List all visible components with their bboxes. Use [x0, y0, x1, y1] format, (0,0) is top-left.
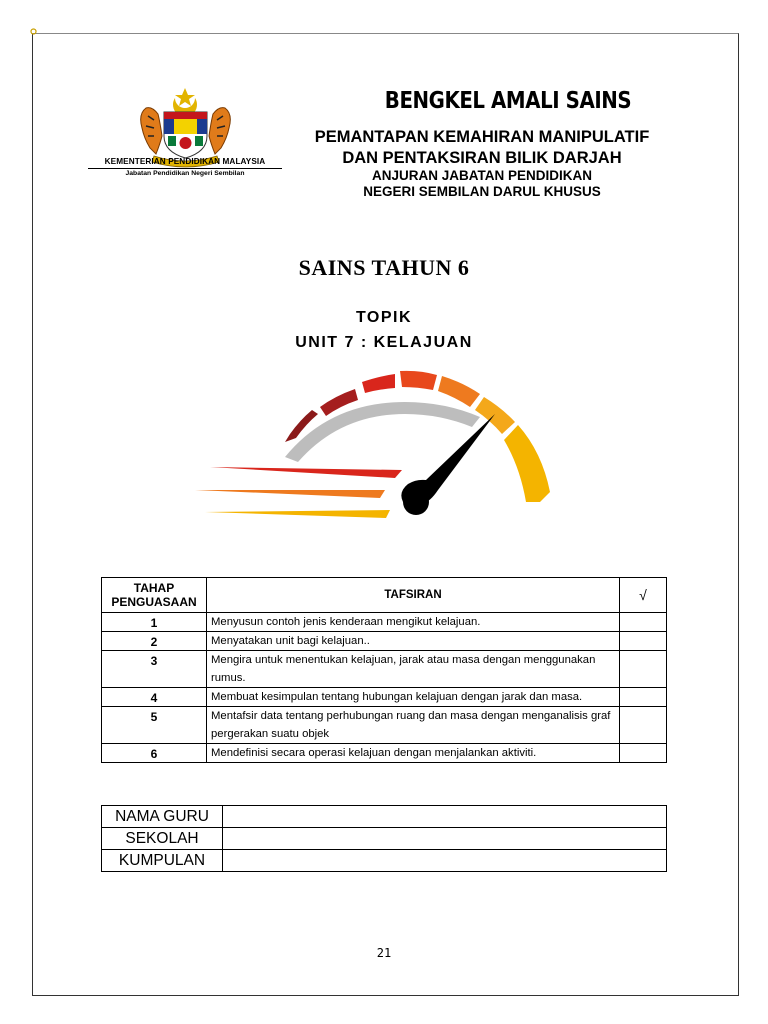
level-number: 5	[102, 707, 207, 744]
level-number: 3	[102, 651, 207, 688]
level-description: Mentafsir data tentang perhubungan ruang dan masa dengan menganalisis graf pergerakan suatu objek	[207, 707, 620, 744]
teacher-name-label: NAMA GURU	[102, 806, 223, 828]
subtitle-line-1: PEMANTAPAN KEMAHIRAN MANIPULATIF	[314, 128, 650, 146]
level-number: 6	[102, 744, 207, 763]
check-cell[interactable]	[620, 613, 667, 632]
topic-label: TOPIK	[355, 309, 413, 326]
level-description: Mengira untuk menentukan kelajuan, jarak atau masa dengan menggunakan rumus.	[207, 651, 620, 688]
info-row-school	[102, 828, 667, 850]
workshop-title: BENGKEL AMALI SAINS	[384, 88, 632, 114]
table-row	[102, 707, 667, 744]
level-number: 2	[102, 632, 207, 651]
department-name: Jabatan Pendidikan Negeri Sembilan	[125, 170, 245, 177]
gauge-segment-4	[400, 371, 437, 390]
gauge-segment-5	[438, 376, 480, 407]
unit-title: UNIT 7 : KELAJUAN	[295, 334, 473, 351]
info-row-group	[102, 850, 667, 872]
level-description: Menyatakan unit bagi kelajuan..	[207, 632, 620, 651]
ministry-caption	[88, 157, 282, 177]
speed-line-orange	[195, 490, 385, 498]
speed-line-red	[210, 467, 402, 478]
info-row-teacher	[102, 806, 667, 828]
gauge-segment-3	[362, 374, 395, 393]
group-field[interactable]	[223, 850, 667, 872]
teacher-name-field[interactable]	[223, 806, 667, 828]
organizer-line-1: ANJURAN JABATAN PENDIDIKAN	[371, 168, 592, 183]
ministry-name: KEMENTERIAN PENDIDIKAN MALAYSIA	[104, 157, 266, 166]
table-row	[102, 613, 667, 632]
interpretation-header: TAFSIRAN	[207, 578, 620, 613]
check-header: √	[620, 578, 667, 613]
mastery-level-table	[101, 577, 667, 763]
speedometer-illustration	[190, 362, 580, 537]
teacher-info-table	[101, 805, 667, 872]
organizer-line-2: NEGERI SEMBILAN DARUL KHUSUS	[363, 184, 601, 199]
level-description: Mendefinisi secara operasi kelajuan dengan menjalankan aktiviti.	[207, 744, 620, 763]
check-cell[interactable]	[620, 707, 667, 744]
table-header-row	[102, 578, 667, 613]
level-description: Membuat kesimpulan tentang hubungan kelajuan dengan jarak dan masa.	[207, 688, 620, 707]
subject-title: SAINS TAHUN 6	[298, 255, 470, 280]
table-row	[102, 744, 667, 763]
subtitle-line-2: DAN PENTAKSIRAN BILIK DARJAH	[342, 149, 622, 167]
table-row	[102, 632, 667, 651]
school-field[interactable]	[223, 828, 667, 850]
check-cell[interactable]	[620, 632, 667, 651]
group-label: KUMPULAN	[102, 850, 223, 872]
level-header-line-1: TAHAP	[133, 581, 175, 595]
level-description: Menyusun contoh jenis kenderaan mengikut kelajuan.	[207, 613, 620, 632]
corner-mark-icon	[30, 28, 37, 35]
level-number: 4	[102, 688, 207, 707]
workshop-subtitle	[282, 127, 682, 169]
table-row	[102, 688, 667, 707]
organizer	[282, 168, 682, 200]
school-label: SEKOLAH	[102, 828, 223, 850]
level-header-line-2: PENGUASAAN	[111, 595, 197, 609]
gauge-segment-7	[504, 425, 550, 502]
ministry-divider	[88, 168, 282, 169]
check-cell[interactable]	[620, 744, 667, 763]
speed-line-yellow	[205, 510, 390, 518]
level-number: 1	[102, 613, 207, 632]
check-cell[interactable]	[620, 688, 667, 707]
table-row	[102, 651, 667, 688]
check-cell[interactable]	[620, 651, 667, 688]
level-header	[102, 578, 207, 613]
page-number: 21	[376, 946, 392, 960]
gauge-needle-hub	[403, 489, 429, 515]
gauge-inner-arc	[285, 402, 480, 462]
